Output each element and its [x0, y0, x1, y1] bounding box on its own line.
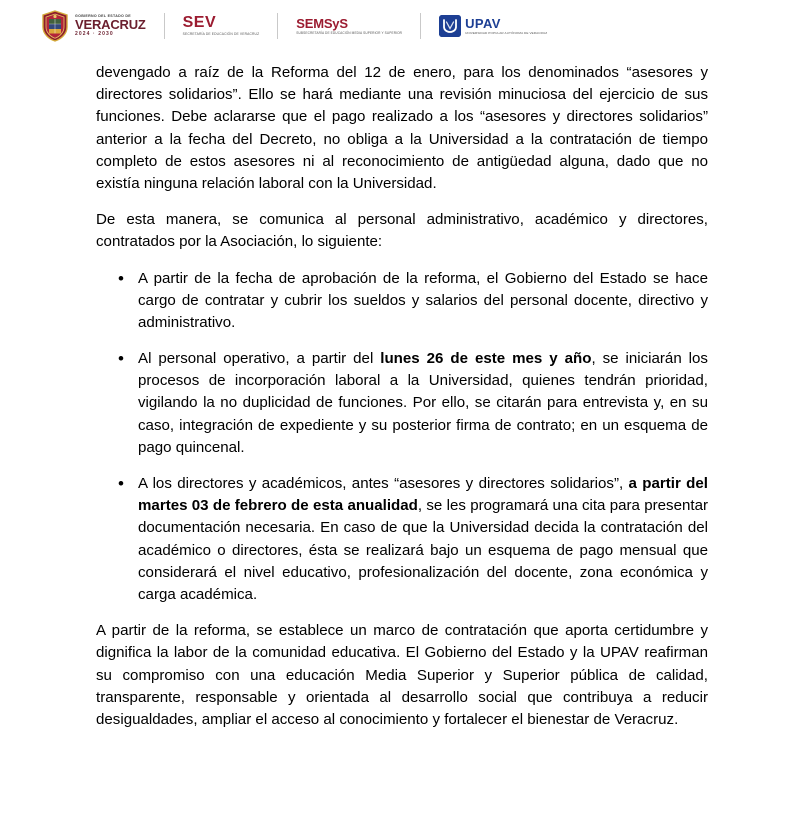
semsys-subtitle: SUBSECRETARÍA DE EDUCACIÓN MEDIA SUPERIOR Y SUPERIOR	[296, 30, 403, 35]
logo-divider-1	[164, 13, 165, 39]
sev-logo	[183, 15, 260, 36]
logo-divider-3	[420, 13, 421, 39]
logo-divider-2	[277, 13, 278, 39]
gobierno-top-line: GOBIERNO DEL ESTADO DE	[75, 13, 131, 18]
upav-monogram-icon	[439, 15, 461, 37]
semsys-logo	[296, 17, 402, 35]
upav-subtitle: UNIVERSIDAD POPULAR AUTÓNOMA DE VERACRUZ	[465, 30, 548, 35]
gobierno-veracruz-wordmark	[75, 15, 146, 38]
list-item: • Al personal operativo, a partir del lunes 26 de este mes y año, se iniciarán los procesos de incorporación laboral a la Universidad, quienes tendrán prioridad, vigilando la no duplicidad de funciones. Por ello, se citarán para entrevista y, en su caso, integración de expediente y su posterior firma de contrato; en un esquema de pago quincenal.	[138, 348, 708, 459]
gobierno-state-name: VERACRUZ	[75, 17, 146, 33]
gobierno-term-years: 2024 · 2030	[75, 31, 114, 38]
letterhead-logos	[40, 10, 547, 42]
bullet-list	[96, 268, 708, 607]
semsys-acronym: SEMSyS	[296, 15, 348, 31]
gobierno-veracruz-logo	[40, 10, 146, 42]
sev-subtitle: SECRETARÍA DE EDUCACIÓN DE VERACRUZ	[182, 32, 260, 37]
paragraph-intro-list: De esta manera, se comunica al personal administrativo, académico y directores, contratados por la Asociación, lo siguiente:	[96, 211, 708, 251]
document-body	[0, 44, 800, 731]
veracruz-state-seal-icon	[40, 10, 70, 42]
list-item: • A los directores y académicos, antes “asesores y directores solidarios”, a partir del martes 03 de febrero de esta anualidad, se les programará una cita para presentar documentación necesaria. En caso de que la Universidad decida la contratación del académico o directores, ésta se realizará bajo un esquema de pago mensual que considerará el nivel educativo, profesionalización del docente, zona económica y carga académica.	[138, 473, 708, 606]
paragraph-continuation: devengado a raíz de la Reforma del 12 de enero, para los denominados “asesores y directores solidarios”. Ello se hará mediante una revisión minuciosa del ejercicio de sus funciones. Debe aclararse que el pago realizado a los “asesores y directores solidarios” anterior a la fecha del Decreto, no obliga a la Universidad a la contratación de tiempo completo de estos asesores ni al reconocimiento de antigüedad alguna, dado que no existía ninguna relación laboral con la Universidad.	[96, 64, 708, 192]
upav-logo	[439, 15, 547, 37]
upav-acronym: UPAV	[465, 15, 501, 31]
sev-acronym: SEV	[182, 14, 217, 32]
letterhead	[0, 0, 800, 44]
upav-wordmark	[465, 17, 547, 35]
paragraph-closing: A partir de la reforma, se establece un marco de contratación que aporta certidumbre y dignifica la labor de la comunidad educativa. El Gobierno del Estado y la UPAV reafirman su compromiso con una educación Media Superior y Superior pública de calidad, transparente, responsable y orientada al desarrollo social que contribuya a reducir desigualdades, ampliar el acceso al conocimiento y fortalecer el bienestar de Veracruz.	[96, 622, 708, 728]
list-item: • A partir de la fecha de aprobación de la reforma, el Gobierno del Estado se hace cargo de contratar y cubrir los sueldos y salarios del personal docente, directivo y administrativo.	[138, 268, 708, 335]
